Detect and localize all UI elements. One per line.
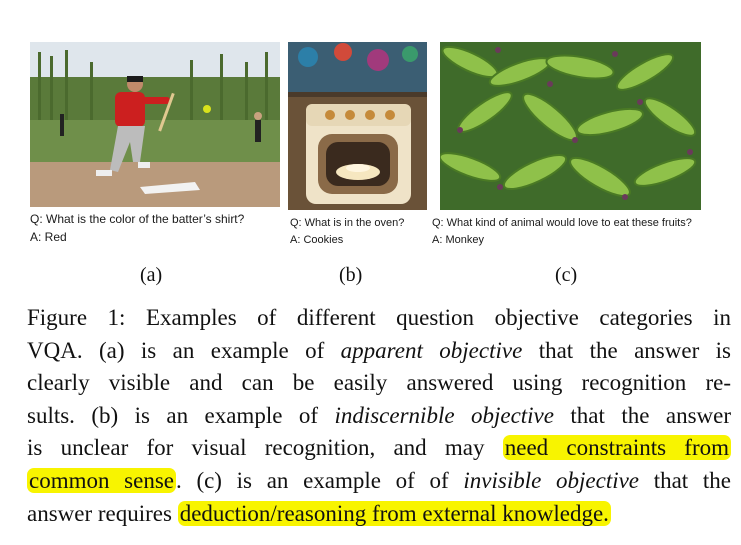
caption-line-1: Figure 1: Examples of different question objective categories in: [27, 305, 731, 330]
photo-green-bananas: [440, 42, 701, 210]
question-b: Q: What is in the oven?: [290, 217, 405, 229]
caption-line-6: common sense. (c) is an example of of invisible objective that the: [29, 467, 731, 493]
qa-block-b: [290, 215, 404, 248]
term-apparent-objective: apparent objective: [340, 337, 523, 363]
figure-caption: [27, 302, 731, 530]
answer-c: A: Monkey: [432, 233, 484, 246]
caption-line-5: is unclear for visual recognition, and may need constraints from: [27, 435, 729, 461]
question-a: Q: What is the color of the batter’s shirt?: [30, 212, 245, 226]
highlight-constraints: need constraints from: [504, 435, 729, 461]
caption-line-3: clearly visible and can be easily answered using recognition re-: [27, 370, 731, 396]
highlight-external-knowledge: deduction/reasoning from external knowledge.: [179, 500, 609, 526]
caption-line-2: VQA. (a) is an example of apparent objective that the answer is: [27, 337, 731, 363]
question-c: Q: What kind of animal would love to eat these fruits?: [432, 217, 692, 229]
qa-block-c: [432, 215, 692, 248]
subfigure-label-a: (a): [140, 264, 163, 286]
answer-a: A: Red: [30, 230, 67, 244]
term-invisible-objective: invisible objective: [463, 467, 640, 493]
subfigure-label-c: (c): [555, 264, 578, 286]
qa-block-a: [30, 210, 244, 246]
caption-line-7: answer requires deduction/reasoning from external knowledge.: [27, 500, 609, 526]
answer-b: A: Cookies: [290, 233, 344, 246]
caption-line-4: sults. (b) is an example of indiscernible objective that the answer: [27, 402, 731, 428]
highlight-common-sense: common sense: [29, 467, 174, 493]
subfigure-label-b: (b): [339, 264, 363, 286]
photo-baseball-batter: [30, 42, 280, 207]
photo-toy-oven: [288, 42, 427, 210]
term-indiscernible-objective: indiscernible objective: [334, 402, 554, 428]
